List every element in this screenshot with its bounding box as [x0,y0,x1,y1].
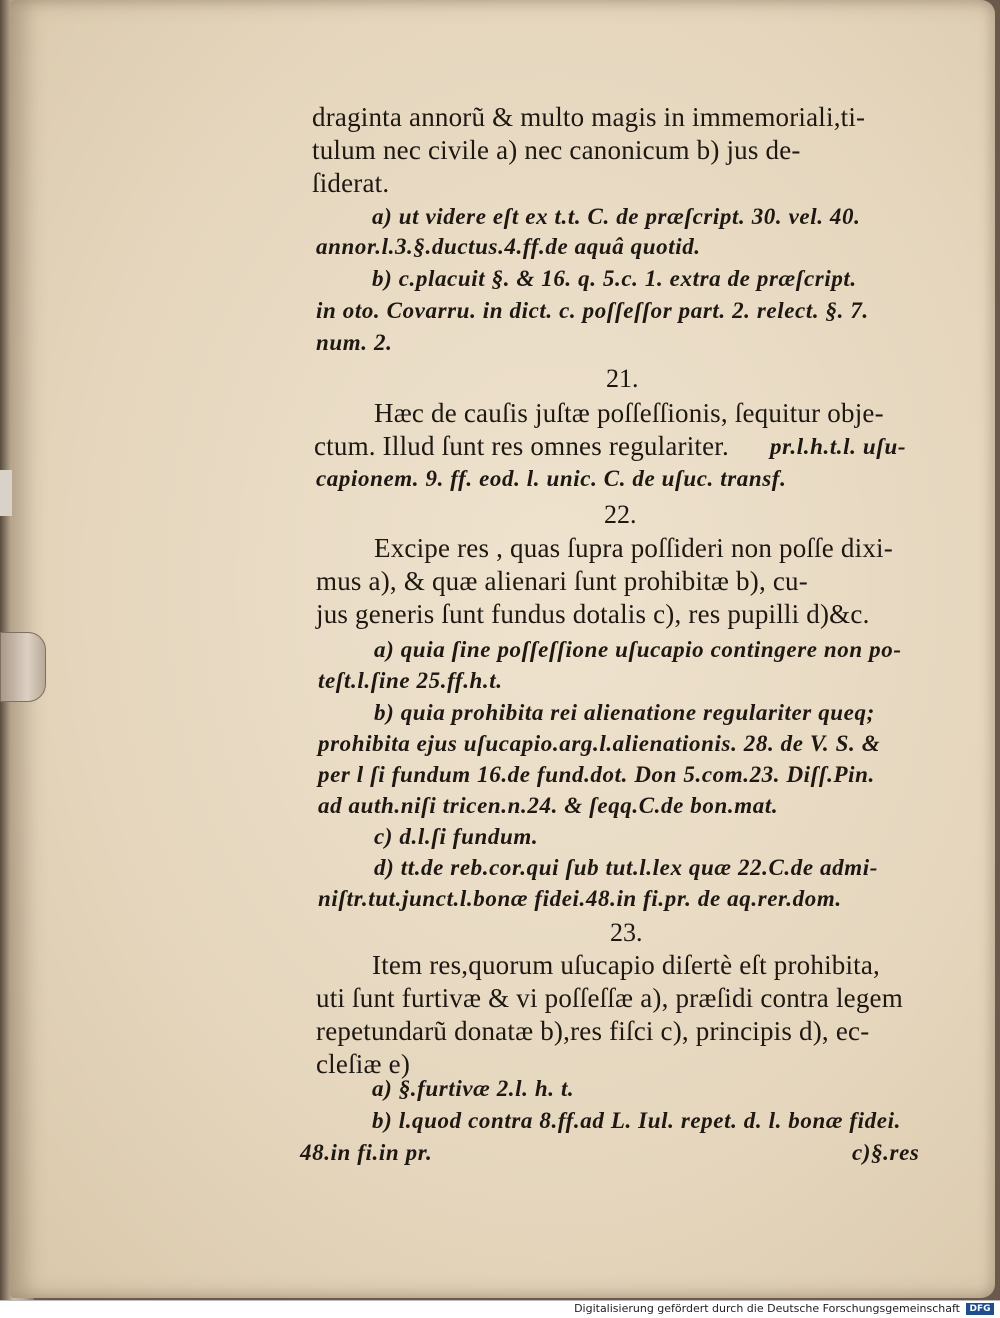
footnote-line: niſtr.tut.junct.l.bonæ fidei.48.in fi.pr. de aq.rer.dom. [318,886,842,911]
footnote-line: d) tt.de reb.cor.qui ſub tut.l.lex quæ 22.C.de admi- [374,855,878,880]
text-line: cleſiæ e) [316,1049,411,1079]
text-line: ſiderat. [312,168,390,198]
section-number: 23. [610,918,643,947]
section-number: 21. [606,364,639,393]
footnote-line: b) quia prohibita rei alienatione regulariter queq; [374,700,875,725]
footnote-line: pr.l.h.t.l. uſu- [770,434,907,459]
text-line: draginta annorũ & multo magis in immemoriali,ti- [312,102,866,132]
footnote-line: per l ſi fundum 16.de fund.dot. Don 5.com.23. Diſſ.Pin. [318,762,875,787]
footnote-line: capionem. 9. ff. eod. l. unic. C. de uſuc. transf. [316,466,787,491]
text-line: Excipe res , quas ſupra poſſideri non poſſe dixi- [374,533,893,563]
footnote-line: b) c.placuit §. & 16. q. 5.c. 1. extra de præſcript. [372,266,857,291]
funding-credit: Digitalisierung gefördert durch die Deutsche Forschungsgemeinschaft [574,1302,960,1315]
footnote-line: a) quia ſine poſſeſſione uſucapio contingere non po- [374,637,902,662]
text-line: tulum nec civile a) nec canonicum b) jus de- [312,135,801,165]
text-line: Item res,quorum uſucapio diſertè eſt prohibita, [372,950,881,980]
footnote-line: 48.in fi.in pr. [300,1140,433,1165]
footnote-line: b) l.quod contra 8.ff.ad L. Iul. repet. d. l. bonæ fidei. [372,1108,901,1133]
dfg-logo: DFG [966,1303,994,1315]
footnote-line: prohibita ejus uſucapio.arg.l.alienationis. 28. de V. S. & [318,731,881,756]
footnote-line: annor.l.3.§.ductus.4.ff.de aquâ quotid. [316,234,701,259]
text-line: Hæc de cauſis juſtæ poſſeſſionis, ſequitur obje- [374,398,884,428]
text-line: ctum. Illud ſunt res omnes regulariter. [314,431,729,461]
footnote-line: in oto. Covarru. in dict. c. poſſeſſor part. 2. relect. §. 7. [316,298,869,323]
text-line: mus a), & quæ alienari ſunt prohibitæ b), cu- [316,566,808,596]
catchword: c)§.res [852,1140,920,1165]
footnote-line: num. 2. [316,330,393,355]
text-line: uti ſunt furtivæ & vi poſſeſſæ a), præſidi contra legem [316,983,903,1013]
footnote-line: a) ut videre eſt ex t.t. C. de præſcript. 30. vel. 40. [372,204,861,229]
text-line: repetundarũ donatæ b),res fiſci c), principis d), ec- [316,1016,870,1046]
footnote-line: ad auth.niſi tricen.n.24. & ſeqq.C.de bon.mat. [318,793,779,818]
footnote-line: a) §.furtivæ 2.l. h. t. [372,1076,575,1101]
footnote-line: c) d.l.ſi fundum. [374,824,539,849]
footnote-line: teſt.l.ſine 25.ff.h.t. [318,668,503,693]
section-number: 22. [604,500,637,529]
footer-bar [0,1300,1000,1318]
text-line: jus generis ſunt fundus dotalis c), res pupilli d)&c. [316,599,870,629]
